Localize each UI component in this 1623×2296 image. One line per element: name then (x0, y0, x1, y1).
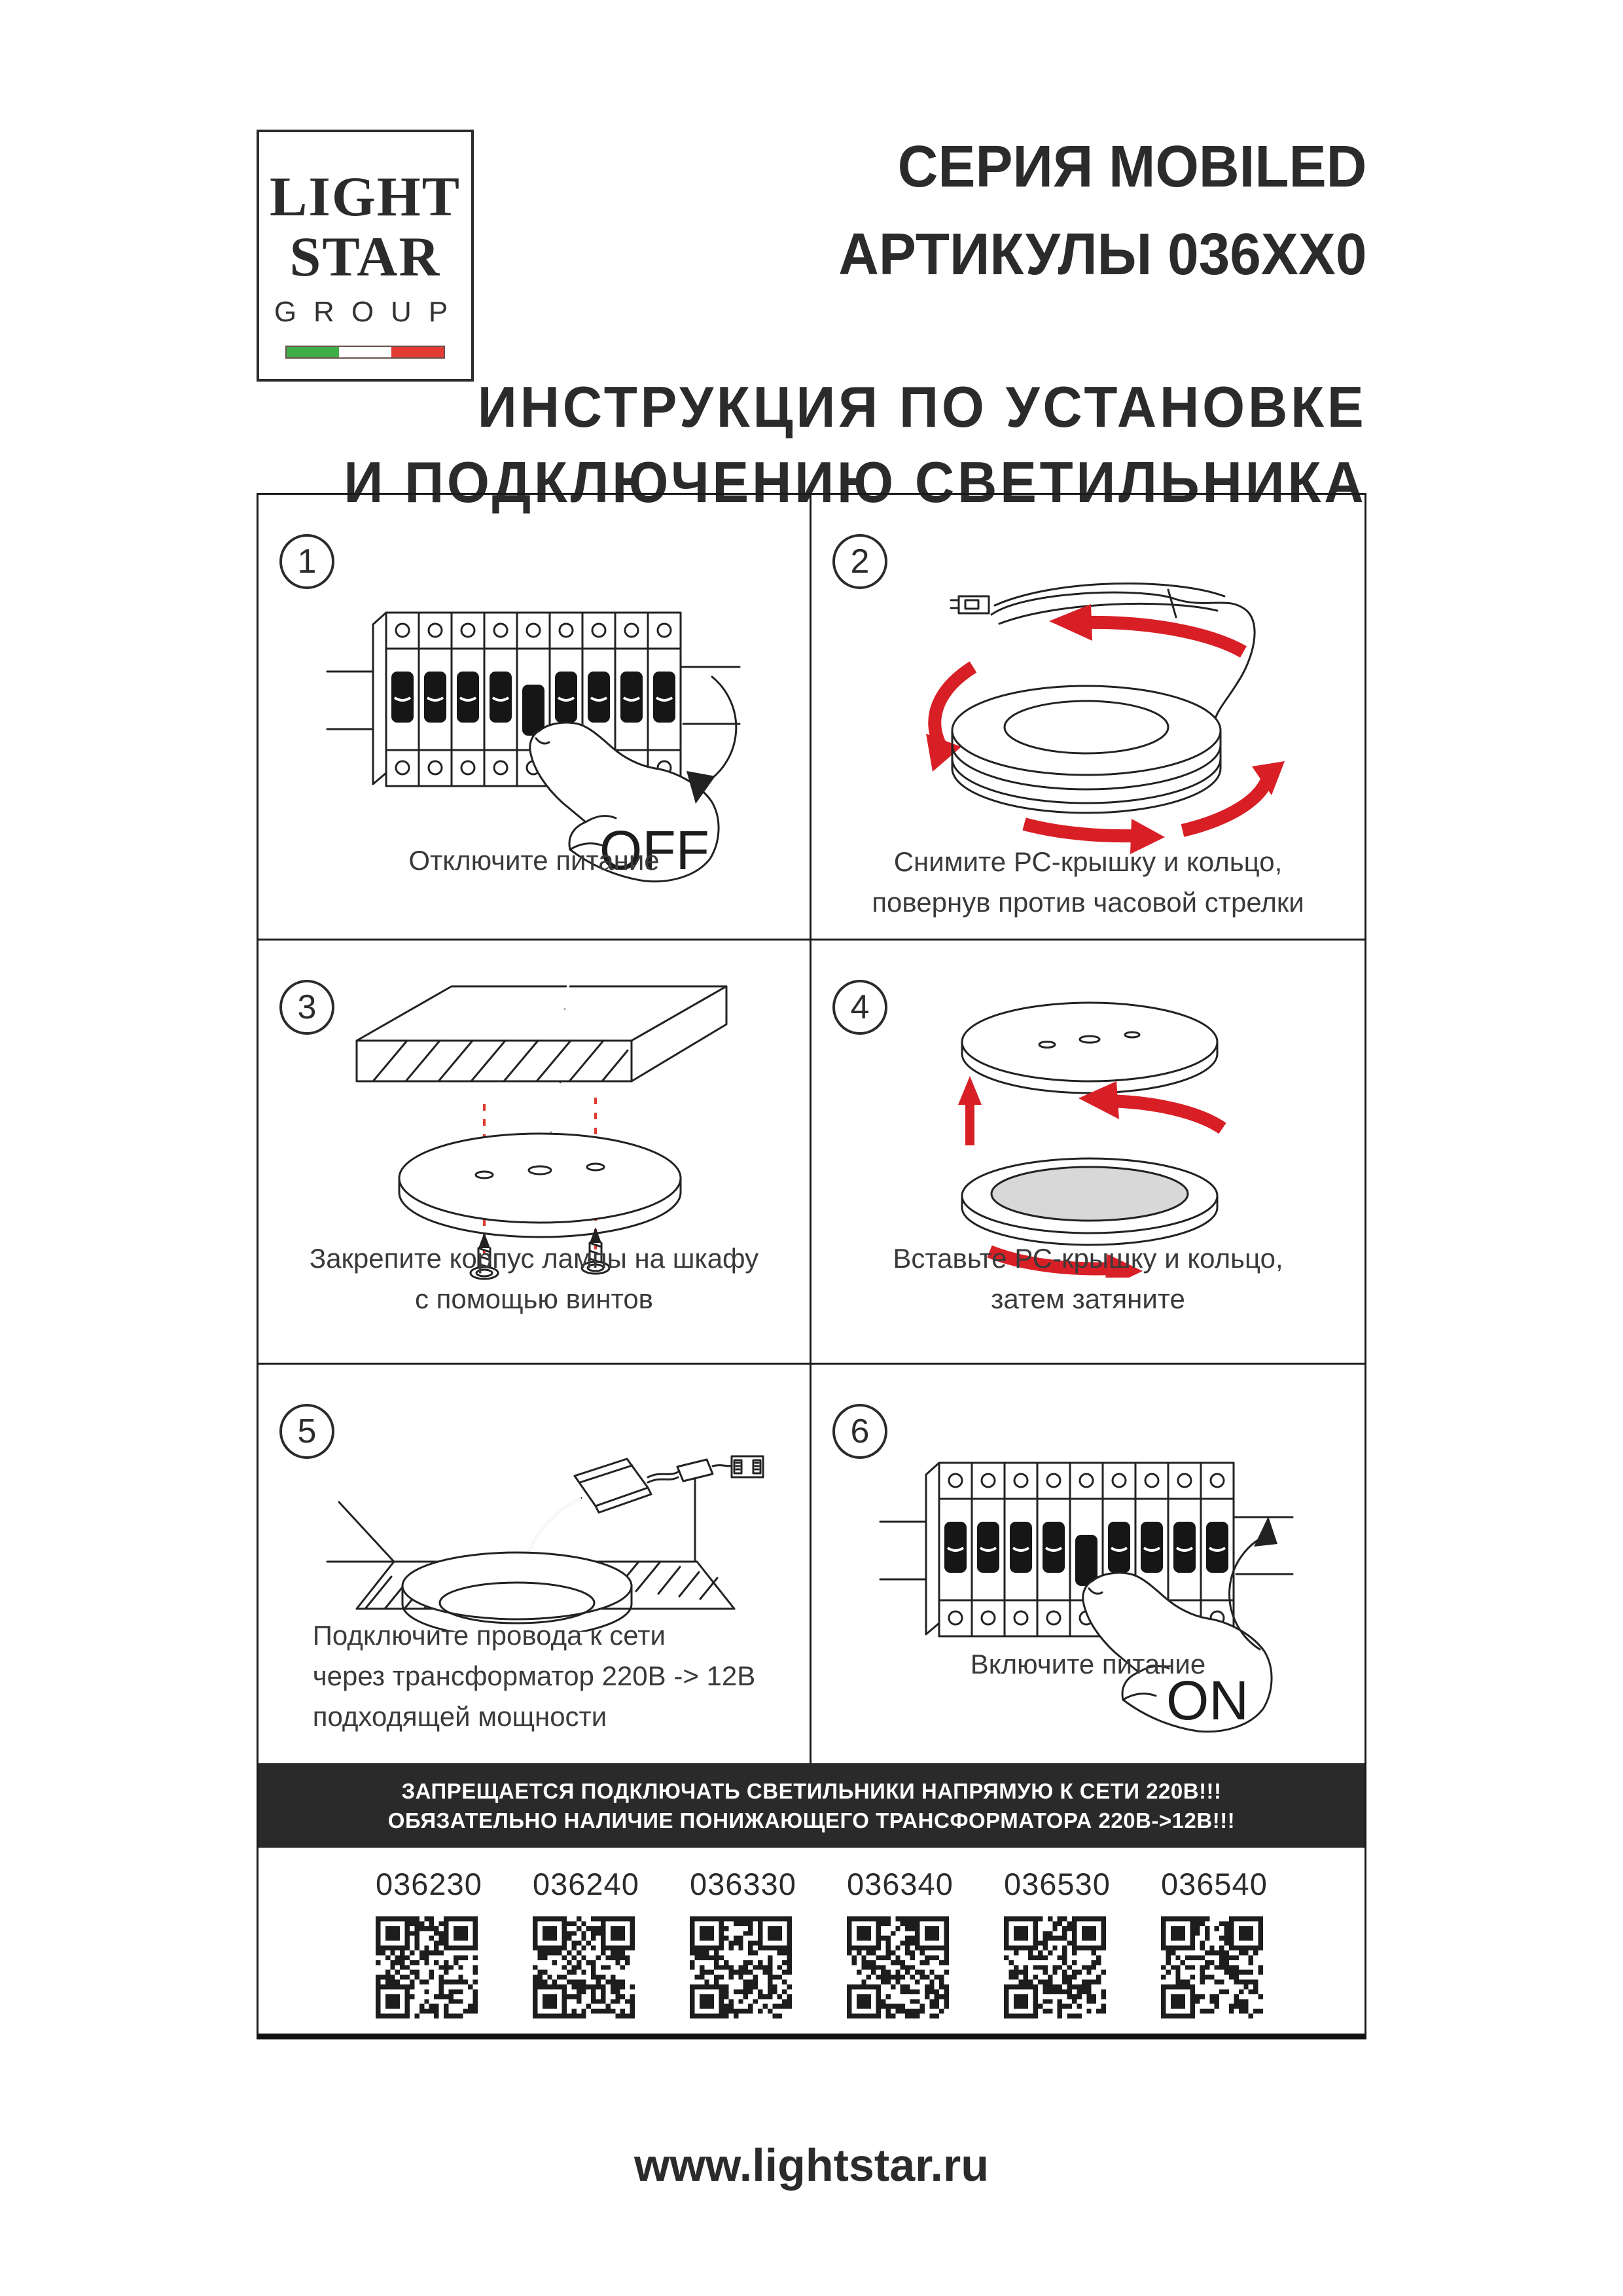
step-3-badge (279, 980, 334, 1035)
steps-row-1 (259, 495, 1364, 941)
step-3-cell (259, 941, 812, 1365)
qr-column (1004, 1866, 1111, 2018)
puck-remove-illustration (861, 531, 1312, 878)
articles-title: АРТИКУЛЫ 036XX0 (838, 222, 1366, 287)
instruction-title-line2: И ПОДКЛЮЧЕНИЮ СВЕТИЛЬНИКА (343, 450, 1366, 514)
step-5-caption: Подключите провода к сети через трансформатор 220В -> 12В подходящей мощности (312, 1620, 756, 1732)
qr-code (1004, 1916, 1106, 2018)
qr-band (259, 1848, 1364, 2034)
step-2-caption: Снимите РС-крышку и кольцо, повернув против часовой стрелки (872, 846, 1304, 918)
on-label: ON (1166, 1670, 1249, 1731)
qr-column (1161, 1866, 1268, 2018)
series-title: СЕРИЯ MOBILED (897, 134, 1366, 200)
header-titles (290, 123, 1366, 520)
step-3-number: 3 (297, 988, 317, 1026)
step-4-caption: Вставьте РС-крышку и кольцо, затем затяните (893, 1243, 1283, 1314)
article-number: 036530 (1004, 1867, 1111, 1901)
article-number: 036230 (376, 1867, 482, 1901)
steps-row-2 (259, 941, 1364, 1365)
article-number: 036240 (533, 1867, 639, 1901)
warning-line-2: ОБЯЗАТЕЛЬНО НАЛИЧИЕ ПОНИЖАЮЩЕГО ТРАНСФОРМАТОРА 220В->12В!!! (387, 1808, 1236, 1833)
logo-word-group: GROUP (274, 296, 465, 328)
step-3-caption: Закрепите корпус лампы на шкафу с помощью винтов (309, 1243, 759, 1314)
article-number: 036340 (847, 1867, 954, 1901)
qr-code (533, 1916, 635, 2018)
step-6-cell (812, 1365, 1364, 1763)
transformer-wiring-illustration (321, 1448, 766, 1632)
step-6-caption: Включите питание (970, 1649, 1206, 1679)
steps-row-3 (259, 1365, 1364, 1763)
step-1-caption: Отключите питание (408, 845, 660, 876)
step-4-number: 4 (850, 988, 870, 1026)
off-label: OFF (599, 819, 709, 881)
warning-banner (259, 1763, 1364, 1848)
qr-code (376, 1916, 478, 2018)
step-4-badge (832, 980, 887, 1035)
logo-word-light: LIGHT (270, 165, 461, 228)
step-2-number: 2 (850, 543, 870, 581)
qr-code (1161, 1916, 1263, 2018)
step-4-cell (812, 941, 1364, 1365)
qr-column (376, 1866, 482, 2018)
qr-code (847, 1916, 949, 2018)
qr-code (690, 1916, 792, 2018)
insert-cover-illustration (929, 977, 1243, 1278)
article-number: 036330 (690, 1867, 796, 1901)
instruction-title-line1: ИНСТРУКЦИЯ ПО УСТАНОВКЕ (477, 374, 1366, 439)
breaker-on-illustration (877, 1424, 1296, 1738)
step-1-number: 1 (297, 543, 317, 581)
step-6-number: 6 (850, 1412, 870, 1450)
logo-word-star: STAR (289, 225, 441, 288)
step-1-cell (259, 495, 812, 941)
article-number: 036540 (1161, 1867, 1268, 1901)
step-5-cell (259, 1365, 812, 1763)
qr-column (533, 1866, 639, 2018)
qr-column (847, 1866, 954, 2018)
qr-column (690, 1866, 796, 2018)
website-url: www.lightstar.ru (634, 2140, 989, 2191)
steps-table (257, 493, 1366, 2039)
warning-line-1: ЗАПРЕЩАЕТСЯ ПОДКЛЮЧАТЬ СВЕТИЛЬНИКИ НАПРЯМУЮ К СЕТИ 220В!!! (401, 1778, 1222, 1803)
step-2-cell (812, 495, 1364, 941)
step-5-number: 5 (297, 1412, 317, 1450)
